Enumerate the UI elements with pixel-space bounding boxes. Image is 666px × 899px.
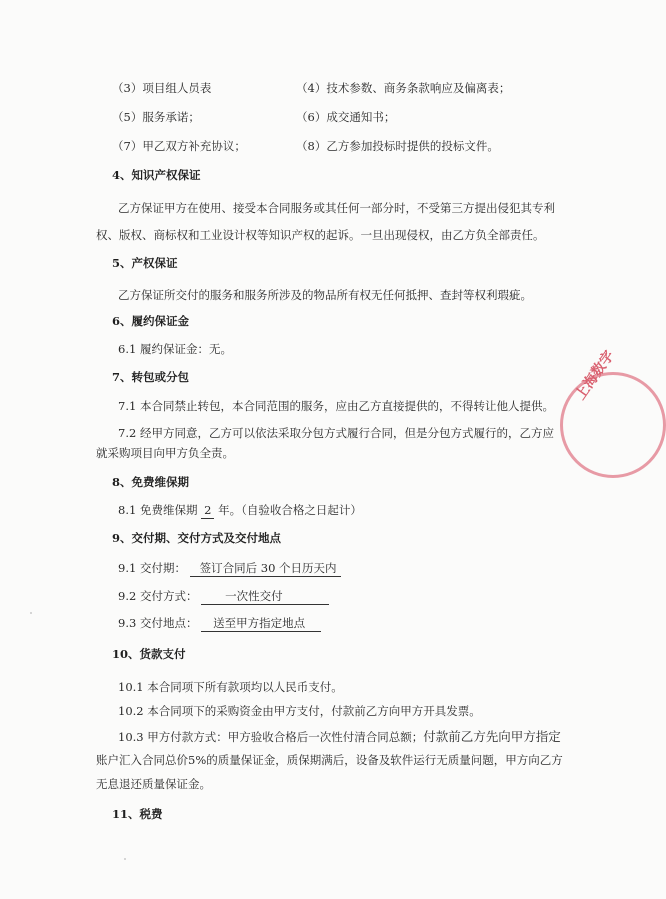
attachment-item-6: （6）成交通知书；: [296, 110, 396, 124]
warranty-years: 2: [201, 502, 214, 519]
warranty-prefix: 8.1 免费维保期: [118, 503, 198, 517]
delivery-location-value: 送至甲方指定地点: [201, 615, 321, 632]
delivery-location-label: 9.3 交付地点：: [118, 616, 198, 630]
delivery-method-label: 9.2 交付方式：: [118, 589, 198, 603]
attachment-item-3: （3）项目组人员表: [112, 81, 212, 95]
payment-clause-3-line-3: 无息退还质量保证金。: [96, 777, 211, 791]
scan-speck: [124, 858, 126, 860]
delivery-method: [118, 588, 329, 605]
section-4-text-line-1: 乙方保证甲方在使用、接受本合同服务或其任何一部分时，不受第三方提出侵犯其专利: [118, 201, 555, 215]
delivery-period: [118, 560, 341, 577]
scan-speck: [30, 612, 32, 614]
section-7-clause-2-line-2: 就采购项目向甲方负全责。: [96, 446, 234, 460]
section-4-text-line-2: 权、版权、商标权和工业设计权等知识产权的起诉。一旦出现侵权，由乙方负全部责任。: [96, 228, 545, 242]
payment-clause-3-line-2: 账户汇入合同总价5%的质量保证金，质保期满后，设备及软件运行无质量问题，甲方向乙方: [96, 753, 563, 767]
delivery-period-label: 9.1 交付期：: [118, 561, 186, 575]
payment-clause-2: 10.2 本合同项下的采购资金由甲方支付，付款前乙方向甲方开具发票。: [118, 704, 481, 718]
section-6-clause-1: 6.1 履约保证金：无。: [118, 342, 232, 356]
section-11-heading: 11、税费: [112, 807, 163, 821]
section-10-heading: 10、货款支付: [112, 647, 186, 661]
payment-clause-3-part-a: 10.3 甲方付款方式：甲方验收合格后一次性付清合同总额；: [118, 730, 424, 744]
section-9-heading: 9、交付期、交付方式及交付地点: [112, 531, 281, 545]
payment-clause-1: 10.1 本合同项下所有款项均以人民币支付。: [118, 680, 343, 694]
section-4-heading: 4、知识产权保证: [112, 168, 201, 182]
attachment-item-8: （8）乙方参加投标时提供的投标文件。: [296, 139, 499, 153]
attachment-item-5: （5）服务承诺；: [112, 110, 200, 124]
section-7-clause-1: 7.1 本合同禁止转包，本合同范围的服务，应由乙方直接提供的，不得转让他人提供。: [118, 399, 554, 413]
section-5-heading: 5、产权保证: [112, 256, 178, 270]
delivery-location: [118, 615, 321, 632]
section-7-clause-2-line-1: 7.2 经甲方同意，乙方可以依法采取分包方式履行合同，但是分包方式履行的，乙方应: [118, 426, 554, 440]
attachment-item-4: （4）技术参数、商务条款响应及偏离表；: [296, 81, 511, 95]
section-5-text: 乙方保证所交付的服务和服务所涉及的物品所有权无任何抵押、查封等权利瑕疵。: [118, 288, 532, 302]
attachment-item-7: （7）甲乙双方补充协议；: [112, 139, 246, 153]
section-6-heading: 6、履约保证金: [112, 314, 190, 328]
payment-clause-3-part-b: 付款前乙方先向甲方指定: [423, 729, 561, 744]
section-7-heading: 7、转包或分包: [112, 370, 190, 384]
warranty-suffix: 年。（自验收合格之日起计）: [218, 503, 362, 517]
company-seal-text: 上海数字: [572, 347, 618, 403]
section-8-heading: 8、免费维保期: [112, 475, 190, 489]
section-8-clause-1: [118, 502, 362, 519]
payment-clause-3-line-1: [118, 729, 561, 745]
delivery-method-value: 一次性交付: [201, 588, 329, 605]
delivery-period-value: 签订合同后 30 个日历天内: [190, 560, 341, 577]
